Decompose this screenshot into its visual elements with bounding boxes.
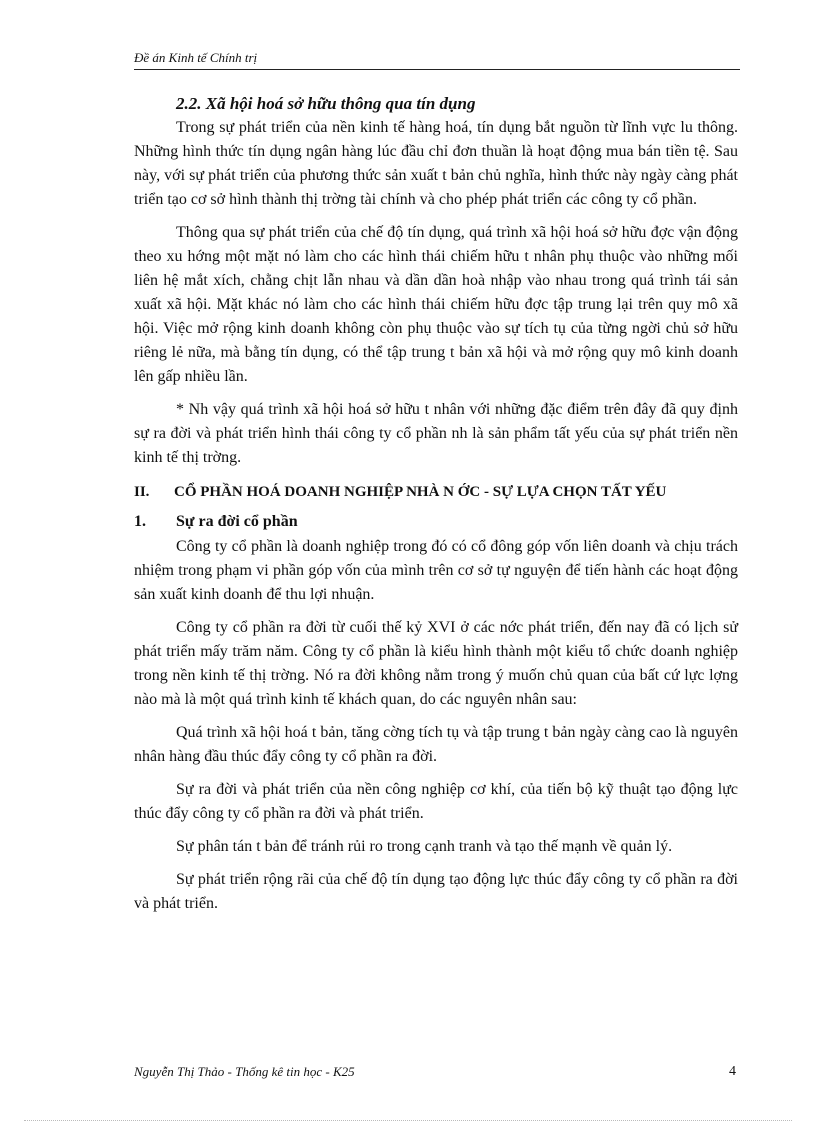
paragraph: Trong sự phát triển của nền kinh tế hàng hoá, tín dụng bắt nguồn từ lĩnh vực lu thông. Những hình thức tín dụng ngân hàng lúc đầu chỉ đơn thuần là hoạt động mua bán tiền tệ. Sau này, với sự phát triển của phương thức sản xuất t bản chủ nghĩa, hình thức này ngày càng phát triển tạo cơ sở hình thành thị trờng tài chính và cho phép phát triển các công ty cổ phần. <box>134 119 738 208</box>
paragraph: Sự phân tán t bản để tránh rủi ro trong cạnh tranh và tạo thế mạnh về quản lý. <box>176 838 673 855</box>
section-1-heading <box>134 513 738 531</box>
page-footer <box>134 1064 740 1080</box>
section-1-title: Sự ra đời cổ phần <box>176 513 298 530</box>
paragraph: Sự ra đời và phát triển của nền công nghiệp cơ khí, của tiến bộ kỹ thuật tạo động lực thúc đẩy công ty cổ phần ra đời và phát triển. <box>134 781 738 822</box>
paragraph: * Nh vậy quá trình xã hội hoá sở hữu t nhân với những đặc điểm trên đây đã quy định sự ra đời và phát triển hình thái công ty cổ phần nh là sản phẩm tất yếu của sự phát triển nền kinh tế thị trờng. <box>134 401 738 466</box>
section-1-number: 1. <box>134 513 146 530</box>
paragraph: Thông qua sự phát triển của chế độ tín dụng, quá trình xã hội hoá sở hữu đợc vận động theo xu hớng một mặt nó làm cho các hình thái chiếm hữu t nhân phụ thuộc vào những mối liên hệ mắt xích, chằng chịt lẫn nhau và dần dần hoà nhập vào nhau trong quá trình tái sản xuất xã hội. Mặt khác nó làm cho các hình thái chiếm hữu đợc tập trung lại trên quy mô xã hội. Việc mở rộng kinh doanh không còn phụ thuộc vào sự tích tụ của từng ngời chủ sở hữu riêng lẻ nữa, mà bằng tín dụng, có thể tập trung t bản xã hội và mở rộng quy mô kinh doanh lên gấp nhiều lần. <box>134 224 738 385</box>
section-II-number: II. <box>134 484 150 500</box>
paragraph: Sự phát triển rộng rãi của chế độ tín dụng tạo động lực thúc đẩy công ty cổ phần ra đời và phát triển. <box>134 871 738 912</box>
paragraph: Quá trình xã hội hoá t bản, tăng cờng tích tụ và tập trung t bản ngày càng cao là nguyên nhân hàng đầu thúc đẩy công ty cổ phần ra đời. <box>134 724 738 765</box>
paragraph: Công ty cổ phần là doanh nghiệp trong đó có cổ đông góp vốn liên doanh và chịu trách nhiệm trong phạm vi phần góp vốn của mình trên cơ sở tự nguyện để tiến hành các hoạt động sản xuất kinh doanh để thu lợi nhuận. <box>134 538 738 603</box>
paragraph: Công ty cổ phần ra đời từ cuối thế kỷ XVI ở các nớc phát triển, đến nay đã có lịch sử phát triển mấy trăm năm. Công ty cổ phần là kiểu hình thành một kiểu tổ chức doanh nghiệp trong nền kinh tế thị trờng. Nó ra đời không nằm trong ý muốn chủ quan của bất cứ lực lợng nào mà là một quá trình kinh tế khách quan, do các nguyên nhân sau: <box>134 619 738 708</box>
section-2-2-title: 2.2. Xã hội hoá sở hữu thông qua tín dụng <box>176 94 476 113</box>
section-II-heading <box>134 484 738 501</box>
page-header: Đề án Kinh tế Chính trị <box>134 50 740 70</box>
page-number: 4 <box>729 1064 736 1079</box>
page-content <box>134 94 738 925</box>
page-bottom-divider <box>24 1120 792 1121</box>
section-II-title: CỔ PHẦN HOÁ DOANH NGHIỆP NHÀ N ỚC - SỰ LỰA CHỌN TẤT YẾU <box>174 484 667 500</box>
footer-author: Nguyễn Thị Thảo - Thống kê tin học - K25 <box>134 1064 355 1079</box>
